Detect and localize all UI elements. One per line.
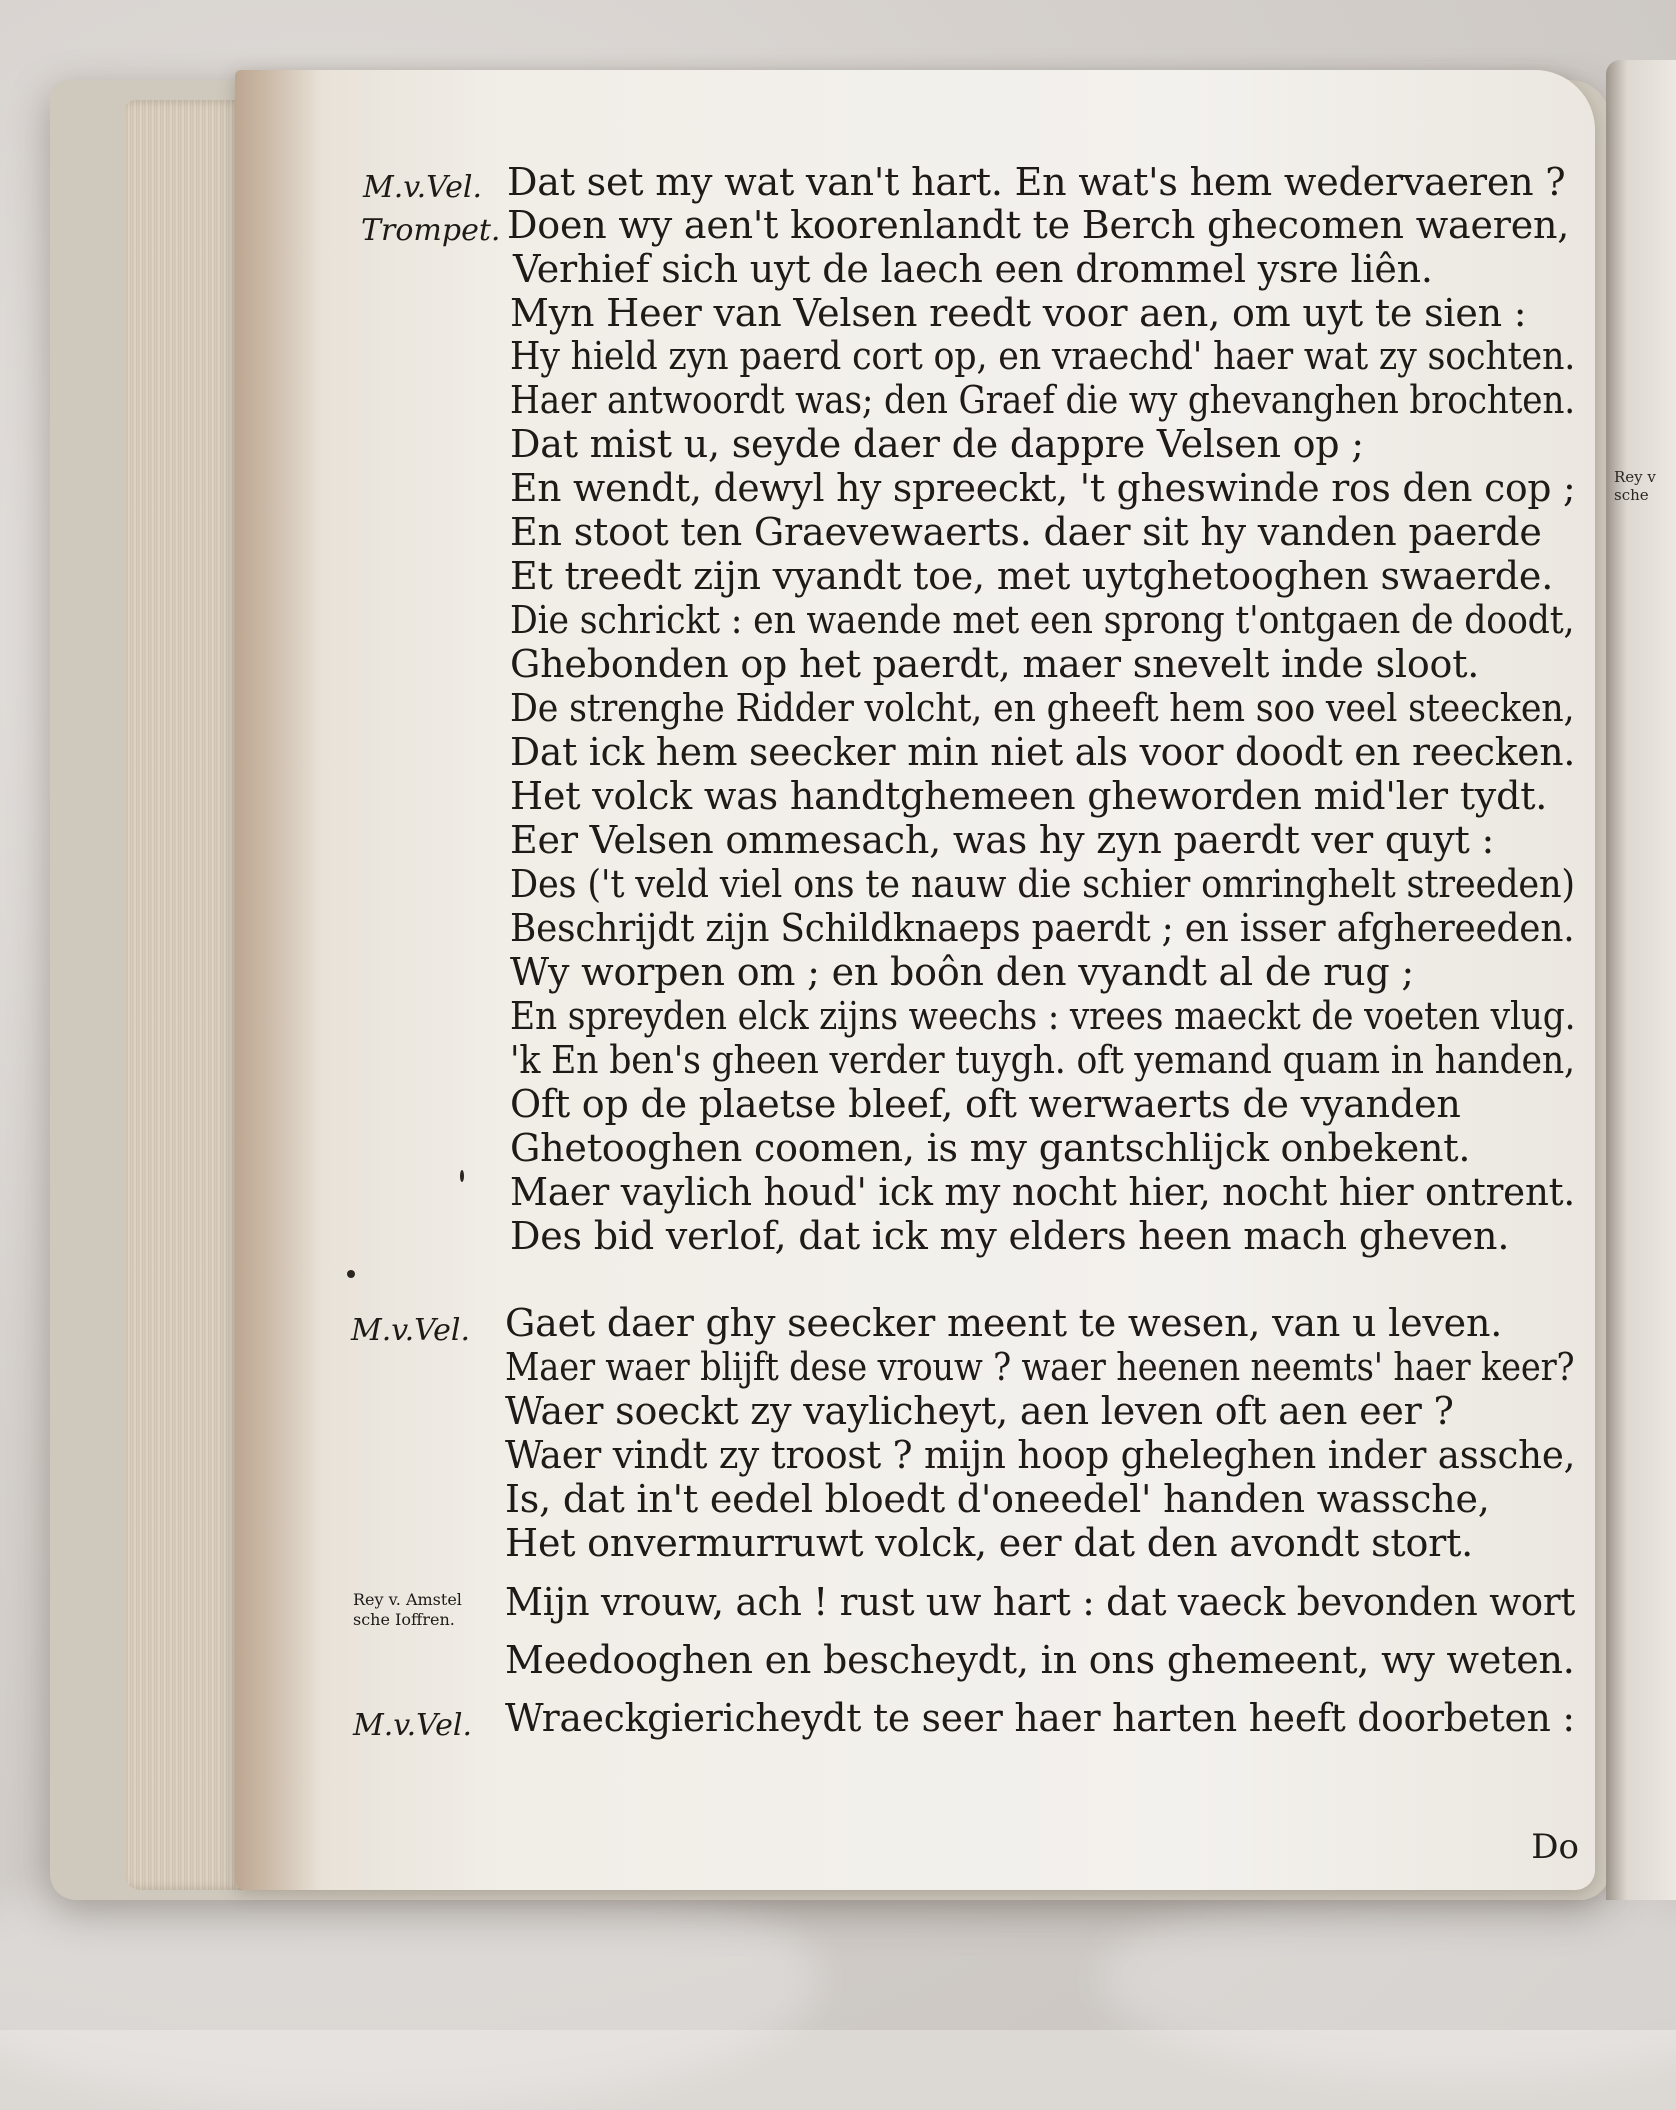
verse-line: De strenghe Ridder volcht, en gheeft hem soo veel steecken, xyxy=(510,686,1575,730)
facing-line-2: sche xyxy=(1614,486,1649,504)
verse-line: Ghebonden op het paerdt, maer snevelt inde sloot. xyxy=(510,642,1480,686)
page-edges xyxy=(125,100,245,1890)
verse-line: Gaet daer ghy seecker meent te wesen, van u leven. xyxy=(505,1301,1503,1345)
ink-speck xyxy=(460,1170,464,1182)
verse-line: Maer vaylich houd' ick my nocht hier, nocht hier ontrent. xyxy=(510,1170,1575,1214)
verse-line: Haer antwoordt was; den Graef die wy ghevanghen brochten. xyxy=(510,378,1575,422)
verse-line: Beschrijdt zijn Schildknaeps paerdt ; en isser afghereeden. xyxy=(510,906,1575,950)
verse-line: Des bid verlof, dat ick my elders heen mach gheven. xyxy=(510,1214,1510,1258)
verse-line: Eer Velsen ommesach, was hy zyn paerdt ver quyt : xyxy=(510,818,1495,862)
verse-line: Des ('t veld viel ons te nauw die schier omringhelt streeden) xyxy=(510,862,1575,906)
verse-line: Het volck was handtghemeen gheworden mid'ler tydt. xyxy=(510,774,1548,818)
speaker-label-line-2: sche Ioffren. xyxy=(353,1610,455,1629)
verse-line: En wendt, dewyl hy spreeckt, 't gheswinde ros den cop ; xyxy=(510,466,1576,510)
verse-line: Waer soeckt zy vaylicheyt, aen leven oft aen eer ? xyxy=(505,1389,1454,1433)
ink-speck xyxy=(347,1270,355,1278)
speaker-label: Trompet. xyxy=(361,213,501,248)
verse-line: Wraeckgiericheydt te seer haer harten heeft doorbeten : xyxy=(505,1696,1575,1740)
speaker-label: M.v.Vel. xyxy=(363,170,482,205)
verse-line: Het onvermurruwt volck, eer dat den avondt stort. xyxy=(505,1521,1474,1565)
verse-line: Et treedt zijn vyandt toe, met uytghetooghen swaerde. xyxy=(510,554,1554,598)
speaker-label: M.v.Vel. xyxy=(353,1708,472,1743)
verse-line: Verhief sich uyt de laech een drommel ysre liên. xyxy=(513,247,1433,291)
verse-line: Meedooghen en bescheydt, in ons ghemeent, wy weten. xyxy=(505,1638,1575,1682)
verse-line: Doen wy aen't koorenlandt te Berch ghecomen waeren, xyxy=(507,203,1570,247)
verse-line: Dat mist u, seyde daer de dappre Velsen op ; xyxy=(510,422,1364,466)
verse-line: 'k En ben's gheen verder tuygh. oft yemand quam in handen, xyxy=(510,1038,1575,1082)
speaker-label: M.v.Vel. xyxy=(351,1313,470,1348)
verse-line: Myn Heer van Velsen reedt voor aen, om uyt te sien : xyxy=(510,291,1527,335)
speaker-label xyxy=(353,1590,462,1630)
verse-line: Oft op de plaetse bleef, oft werwaerts de vyanden xyxy=(510,1082,1461,1126)
book-page xyxy=(235,70,1595,1890)
catchword: Do xyxy=(1531,1827,1579,1867)
verse-line: En stoot ten Graevewaerts. daer sit hy vanden paerde xyxy=(510,510,1542,554)
verse-block xyxy=(235,70,1595,1890)
verse-line: Dat set my wat van't hart. En wat's hem wedervaeren ? xyxy=(507,160,1566,204)
verse-line: Wy worpen om ; en boôn den vyandt al de rug ; xyxy=(510,950,1414,994)
facing-page-text xyxy=(1614,468,1656,504)
verse-line: En spreyden elck zijns weechs : vrees maeckt de voeten vlug. xyxy=(510,994,1576,1038)
facing-line-1: Rey v xyxy=(1614,468,1656,486)
speaker-label-line-1: Rey v. Amstel xyxy=(353,1590,462,1609)
verse-line: Hy hield zyn paerd cort op, en vraechd' haer wat zy sochten. xyxy=(510,334,1576,378)
verse-line: Die schrickt : en waende met een sprong t'ontgaen de doodt, xyxy=(510,598,1575,642)
verse-line: Maer waer blijft dese vrouw ? waer heenen neemts' haer keer? xyxy=(505,1345,1575,1389)
verse-line: Is, dat in't eedel bloedt d'oneedel' handen wassche, xyxy=(505,1477,1490,1521)
verse-line: Dat ick hem seecker min niet als voor doodt en reecken. xyxy=(510,730,1576,774)
verse-line: Waer vindt zy troost ? mijn hoop gheleghen inder assche, xyxy=(505,1433,1576,1477)
verse-line: Mijn vrouw, ach ! rust uw hart : dat vaeck bevonden wort xyxy=(505,1580,1576,1624)
verse-line: Ghetooghen coomen, is my gantschlijck onbekent. xyxy=(510,1126,1471,1170)
facing-page-edge xyxy=(1606,60,1676,1900)
